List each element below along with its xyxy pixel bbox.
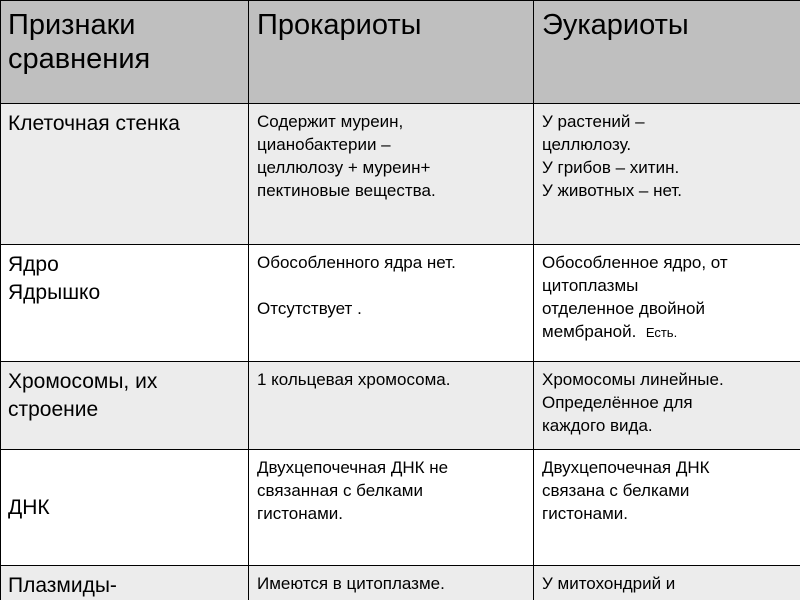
table-row-nucleus — [0, 245, 800, 362]
feature-chromosomes: Хромосомы, их строение — [0, 362, 249, 449]
header-criteria: Признаки сравнения — [0, 0, 249, 103]
feature-dna: ДНК — [0, 450, 249, 565]
table-row-cell-wall — [0, 104, 800, 245]
prokaryotes-plasmids: Имеются в цитоплазме. — [249, 566, 534, 600]
eukaryotes-cell-wall: У растений – целлюлозу. У грибов – хитин. У животных – нет. — [542, 112, 683, 200]
prokaryotes-nucleus-text: Обособленного ядра нет. — [257, 253, 456, 272]
prokaryotes-nucleolus-text: Отсутствует . — [257, 299, 362, 318]
prokaryotes-nucleus — [249, 245, 534, 361]
table-row-dna — [0, 450, 800, 566]
prokaryotes-chromosomes: 1 кольцевая хромосома. — [249, 362, 534, 449]
feature-nucleus: Ядро Ядрышко — [0, 245, 249, 361]
header-prokaryotes: Прокариоты — [249, 0, 534, 103]
table-row-chromosomes — [0, 362, 800, 450]
header-eukaryotes: Эукариоты — [542, 9, 689, 41]
eukaryotes-dna: Двухцепочечная ДНК связана с белками гистонами. — [542, 458, 710, 523]
eukaryotes-plasmids: У митохондрий и — [542, 574, 676, 593]
table-row-plasmids — [0, 566, 800, 600]
prokaryotes-cell-wall: Содержит муреин, цианобактерии – целлюлозу + муреин+ пектиновые вещества. — [249, 104, 534, 244]
eukaryotes-nucleolus-text: Есть. — [645, 325, 678, 340]
eukaryotes-nucleus — [534, 245, 800, 361]
eukaryotes-nucleus-text: Обособленное ядро, от цитоплазмы отделенное двойной мембраной. — [542, 253, 728, 341]
table-header-row — [0, 0, 800, 104]
feature-plasmids: Плазмиды- — [0, 566, 249, 600]
eukaryotes-chromosomes: Хромосомы линейные. Определённое для каждого вида. — [542, 370, 724, 435]
prokaryotes-dna: Двухцепочечная ДНК не связанная с белками гистонами. — [249, 450, 534, 565]
feature-cell-wall: Клеточная стенка — [0, 104, 249, 244]
